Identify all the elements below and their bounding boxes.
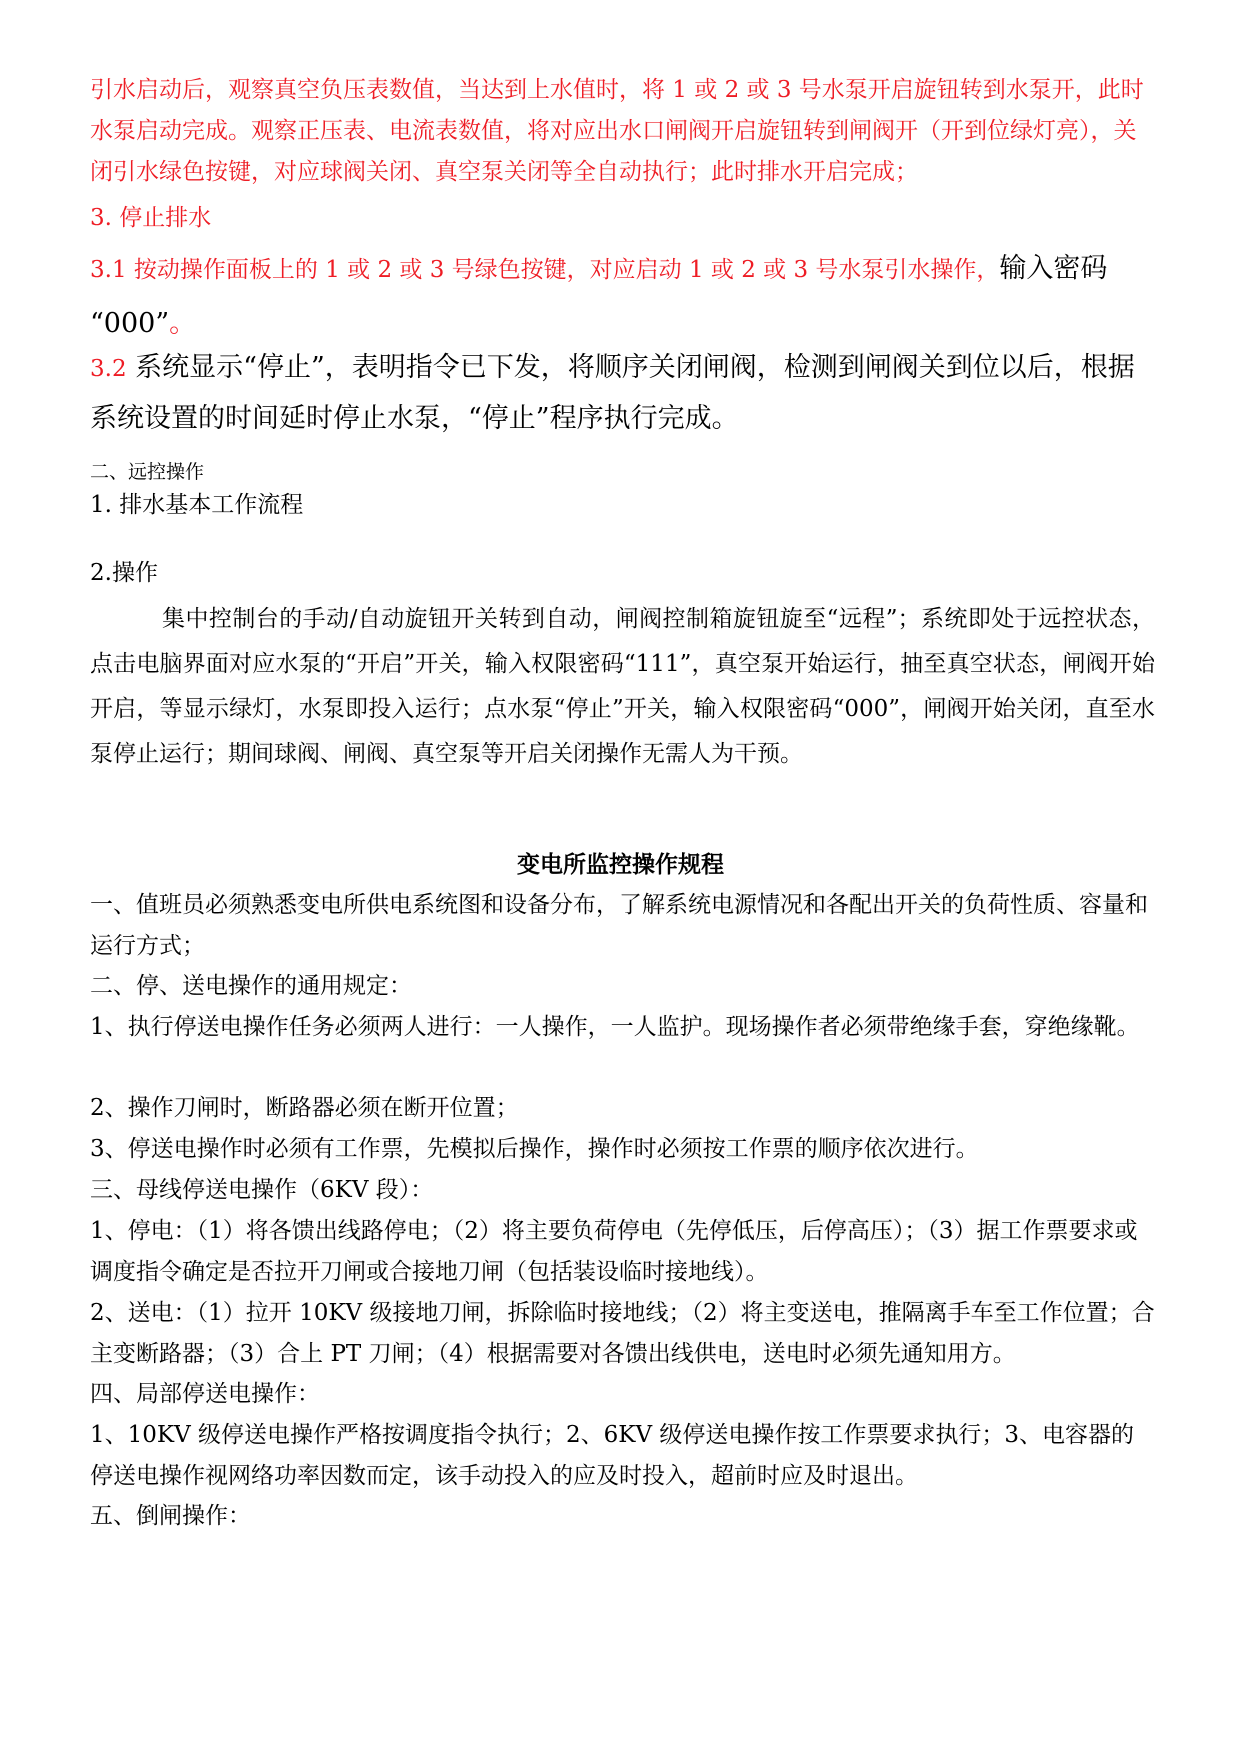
remote-item-2: 2.操作	[90, 560, 158, 586]
rule-4-1: 1、10KV 级停送电操作严格按调度指令执行；2、6KV 级停送电操作按工作票要求执行；3、电容器的停送电操作视网络功率因数而定，该手动投入的应及时投入，超前时应及时退出。	[90, 1422, 1135, 1489]
rule-2-1: 1、执行停送电操作任务必须两人进行：一人操作，一人监护。现场操作者必须带绝缘手套，穿绝缘靴。	[90, 1014, 1140, 1040]
startup-paragraph: 引水启动后，观察真空负压表数值，当达到上水值时，将 1 或 2 或 3 号水泵开启旋钮转到水泵开，此时水泵启动完成。观察正压表、电流表数值，将对应出水口闸阀开启旋钮转到闸阀开（开到位绿灯亮），关闭引水绿色按键，对应球阀关闭、真空泵关闭等全自动执行；此时排水开启完成；	[90, 77, 1144, 185]
step-3-1-end: 。	[169, 308, 197, 339]
rule-3-2: 2、送电：（1）拉开 10KV 级接地刀闸，拆除临时接地线；（2）将主变送电，推隔离手车至工作位置；合主变断路器；（3）合上 PT 刀闸；（4）根据需要对各馈出线供电，送电时必须先通知用方。	[90, 1300, 1155, 1367]
step-3-2-text: 系统显示“停止”，表明指令已下发，将顺序关闭闸阀，检测到闸阀关到位以后，根据系统设置的时间延时停止水泵，“停止”程序执行完成。	[90, 352, 1135, 434]
step-3-1-red-text: 3.1 按动操作面板上的 1 或 2 或 3 号绿色按键，对应启动 1 或 2 或 3 号水泵引水操作，	[90, 257, 1000, 283]
rule-4: 四、局部停送电操作：	[90, 1381, 320, 1407]
remote-item-1: 1. 排水基本工作流程	[90, 492, 304, 518]
rule-2-3: 3、停送电操作时必须有工作票，先模拟后操作，操作时必须按工作票的顺序依次进行。	[90, 1136, 979, 1162]
step-3-2-number: 3.2	[90, 356, 127, 382]
step-3-2	[90, 343, 1155, 444]
rule-3-1: 1、停电：（1）将各馈出线路停电；（2）将主要负荷停电（先停低压，后停高压）；（3）据工作票要求或调度指令确定是否拉开刀闸或合接地刀闸（包括装设临时接地线）。	[90, 1218, 1138, 1285]
rule-2-2: 2、操作刀闸时，断路器必须在断开位置；	[90, 1095, 519, 1121]
rule-3: 三、母线停送电操作（6KV 段）：	[90, 1177, 434, 1203]
step-3-1	[90, 244, 1155, 349]
rule-2: 二、停、送电操作的通用规定：	[90, 973, 412, 999]
remote-operation-paragraph: 集中控制台的手动/自动旋钮开关转到自动，闸阀控制箱旋钮旋至“远程”；系统即处于远控状态，点击电脑界面对应水泵的“开启”开关，输入权限密码“111”，真空泵开始运行，抽至真空状态，闸阀开始开启，等显示绿灯，水泵即投入运行；点水泵“停止”开关，输入权限密码“000”，闸阀开始关闭，直至水泵停止运行；期间球阀、闸阀、真空泵等开启关闭操作无需人为干预。	[90, 606, 1155, 767]
rule-5: 五、倒闸操作：	[90, 1503, 251, 1529]
step-3-1-password: “000”	[90, 308, 170, 339]
step-3-1-tail: 输入密码	[999, 253, 1108, 284]
rule-1: 一、值班员必须熟悉变电所供电系统图和设备分布，了解系统电源情况和各配出开关的负荷性质、容量和运行方式；	[90, 892, 1148, 959]
stop-drainage-heading: 3. 停止排水	[90, 205, 212, 231]
step-3-1-line-2	[90, 299, 1155, 349]
section-title: 变电所监控操作规程	[517, 851, 724, 878]
step-3-1-line-1	[90, 244, 1155, 295]
remote-control-heading: 二、远控操作	[90, 461, 205, 483]
